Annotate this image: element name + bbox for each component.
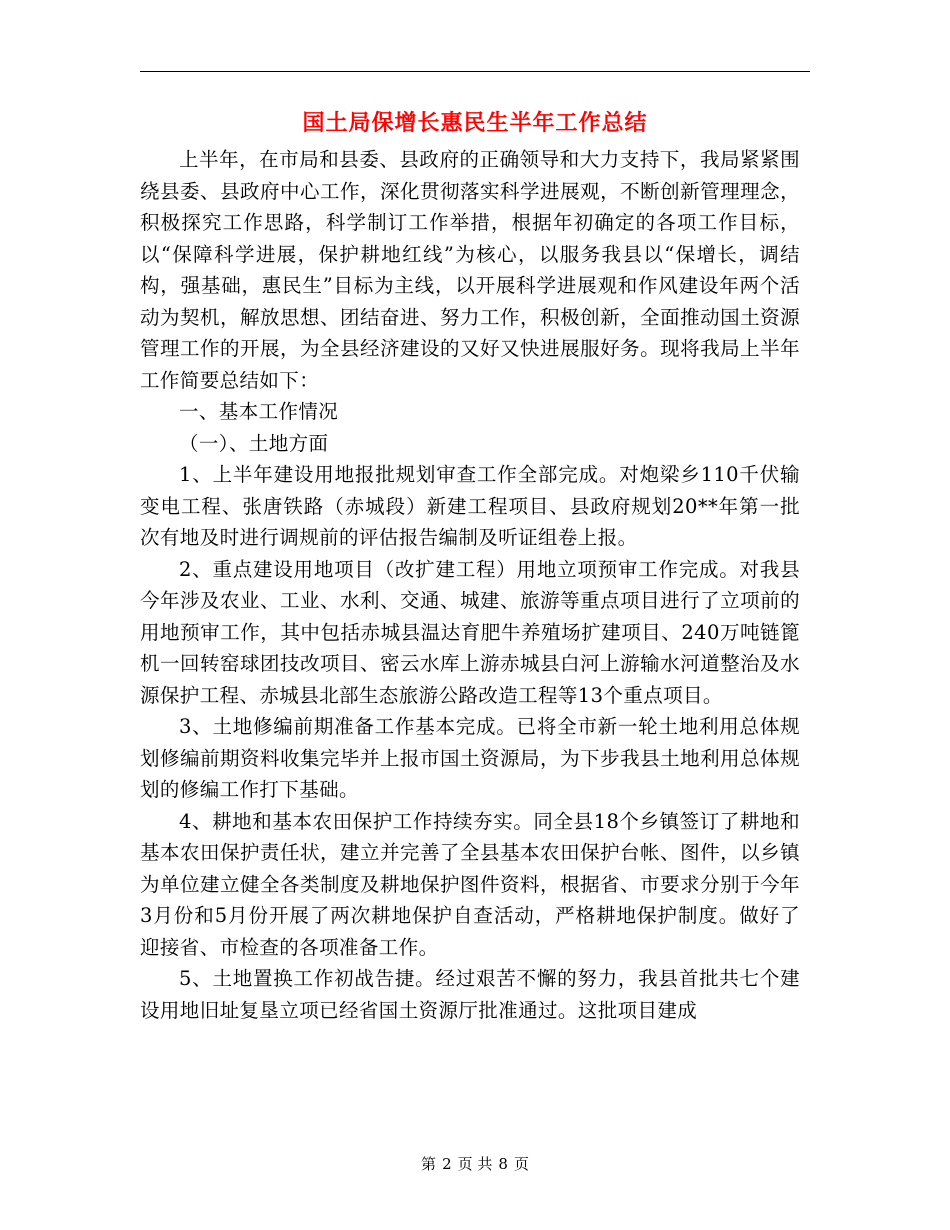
header-rule <box>140 71 810 72</box>
section-heading-basic-work: 一、基本工作情况 <box>179 400 339 423</box>
footer-page-number: 2 <box>442 1155 452 1173</box>
footer-middle: 页 共 <box>457 1155 493 1173</box>
page-footer <box>0 1154 950 1174</box>
paragraph-intro: 上半年，在市局和县委、县政府的正确领导和大力支持下，我局紧紧围绕县委、县政府中心工作，深化贯彻落实科学进展观，不断创新管理理念，积极探究工作思路，科学制订工作举措，根据年初确定的各项工作目标，以“保障科学进展，保护耕地红线”为核心，以服务我县以“保增长，调结构，强基础，惠民生”目标为主线，以开展科学进展观和作风建设年两个活动为契机，解放思想、团结奋进、努力工作，积极创新，全面推动国土资源管理工作的开展，为全县经济建设的又好又快进展服好务。现将我局上半年工作简要总结如下： <box>140 148 800 392</box>
paragraph-item-5: 5、土地置换工作初战告捷。经过艰苦不懈的努力，我县首批共七个建设用地旧址复垦立项已经省国土资源厅批准通过。这批项目建成 <box>140 967 800 1022</box>
paragraph-item-1: 1、上半年建设用地报批规划审查工作全部完成。对炮梁乡110千伏输变电工程、张唐铁路（赤城段）新建工程项目、县政府规划20**年第一批次有地及时进行调规前的评估报告编制及听证组卷上报。 <box>140 463 800 549</box>
document-body <box>140 144 800 1026</box>
document-title: 国土局保增长惠民生半年工作总结 <box>302 111 648 136</box>
footer-suffix: 页 <box>513 1155 529 1173</box>
paragraph-item-3: 3、土地修编前期准备工作基本完成。已将全市新一轮土地利用总体规划修编前期资料收集完毕并上报市国土资源局，为下步我县土地利用总体规划的修编工作打下基础。 <box>140 715 800 801</box>
footer-prefix: 第 <box>421 1155 437 1173</box>
paragraph-item-4: 4、耕地和基本农田保护工作持续夯实。同全县18个乡镇签订了耕地和基本农田保护责任状，建立并完善了全县基本农田保护台帐、图件，以乡镇为单位建立健全各类制度及耕地保护图件资料，根据省、市要求分别于今年3月份和5月份开展了两次耕地保护自查活动，严格耕地保护制度。做好了迎接省、市检查的各项准备工作。 <box>140 809 800 959</box>
footer-total-pages: 8 <box>498 1155 508 1173</box>
subsection-heading-land: （一）、土地方面 <box>179 431 329 455</box>
paragraph-item-2: 2、重点建设用地项目（改扩建工程）用地立项预审工作完成。对我县今年涉及农业、工业、水利、交通、城建、旅游等重点项目进行了立项前的用地预审工作，其中包括赤城县温达育肥牛养殖场扩建项目、240万吨链篦机一回转窑球团技改项目、密云水库上游赤城县白河上游输水河道整治及水源保护工程、赤城县北部生态旅游公路改造工程等13个重点项目。 <box>140 557 800 707</box>
